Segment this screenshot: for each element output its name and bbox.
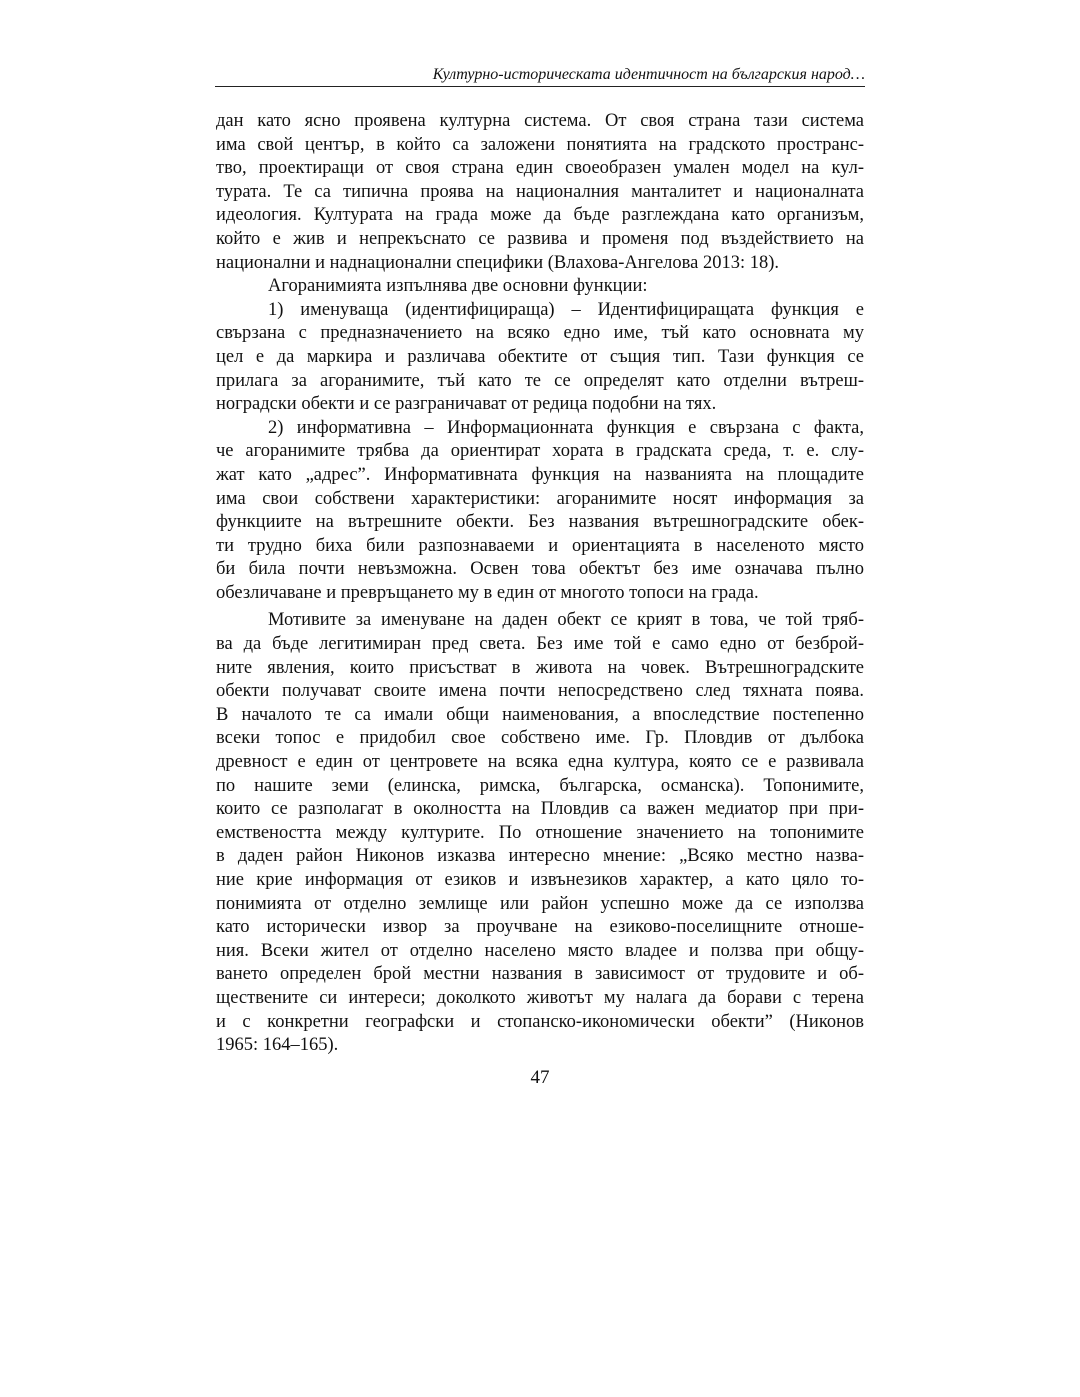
text-line: ти трудно биха били разпознаваеми и ориентацията в населеното място xyxy=(216,535,864,556)
text-line: ния. Всеки жител от отделно населено място владее и ползва при общу- xyxy=(216,940,864,961)
page-number: 47 xyxy=(530,1067,550,1088)
text-line: ноградски обекти и се разграничават от редица подобни на тях. xyxy=(216,394,717,415)
text-line: ва да бъде легитимиран пред света. Без име той е само едно от безброй- xyxy=(216,634,864,655)
header-rule xyxy=(215,86,865,87)
text-line: Агоранимията изпълнява две основни функции: xyxy=(268,276,648,297)
text-line: Мотивите за именуване на даден обект се крият в това, че той тряб- xyxy=(268,610,864,631)
text-line: ните явления, които присъстват в живота на човек. Вътрешноградските xyxy=(216,657,864,678)
text-line: всеки топос е придобил свое собствено име. Гр. Пловдив от дълбока xyxy=(216,728,864,749)
paragraph xyxy=(216,299,864,417)
text-line: функциите на вътрешните обекти. Без названия вътрешноградските обек- xyxy=(216,512,864,533)
text-line: би била почти невъзможна. Освен това обектът без име означава пълно xyxy=(216,559,864,580)
text-line: в даден район Никонов изказва интересно мнение: „Всяко местно назва- xyxy=(216,846,864,867)
text-line: емствеността между културите. По отношение значението на топонимите xyxy=(216,822,864,843)
text-line: обезличаване и превръщането му в един от многото топоси на града. xyxy=(216,582,759,603)
text-line: ването определен брой местни названия в зависимост от трудовите и об- xyxy=(216,964,864,985)
paragraph xyxy=(216,417,864,606)
text-line: които се разполагат в околността на Пловдив са важен медиатор при при- xyxy=(216,799,864,820)
text-line: жат като „адрес”. Информативната функция на названията на площадите xyxy=(216,464,864,485)
paragraph xyxy=(216,609,864,1057)
text-line: древност е един от центровете на всяка една култура, която се е развивала xyxy=(216,752,864,773)
text-line: 1965: 164–165). xyxy=(216,1035,339,1056)
text-line: национални и наднационални специфики (Влахова-Ангелова 2013: 18). xyxy=(216,252,780,273)
text-line: понимията от отделно землище или район успешно може да се използва xyxy=(216,893,864,914)
text-line: 1) именуваща (идентифицираща) – Идентифициращата функция е xyxy=(268,299,864,320)
text-line: по нашите земи (елинска, римска, българска, османска). Топонимите, xyxy=(216,775,864,796)
paragraph xyxy=(216,110,864,275)
text-line: цел е да маркира и различава обектите от същия тип. Тази функция се xyxy=(216,346,864,367)
text-line: 2) информативна – Информационната функция е свързана с факта, xyxy=(268,417,864,438)
text-line: и с конкретни географски и стопанско-икономически обекти” (Никонов xyxy=(216,1011,864,1032)
text-line: свързана с предназначението на всяко едно име, тъй като основната му xyxy=(216,323,864,344)
text-line: В началото те са имали общи наименования, а впоследствие постепенно xyxy=(216,704,864,725)
text-line: ществените си интереси; доколкото животът му налага да борави с терена xyxy=(216,987,864,1008)
text-line: турата. Те са типична проява на националния манталитет и националната xyxy=(216,181,864,202)
text-line: прилага за агоранимите, тъй като те се определят като отделни вътреш- xyxy=(216,370,864,391)
text-line: има свои собствени характеристики: агоранимите носят информация за xyxy=(216,488,864,509)
running-header: Културно-историческата идентичност на българския народ… xyxy=(432,66,865,83)
text-line: който е жив и непрекъснато се развива и променя под въздействието на xyxy=(216,228,864,249)
paragraph xyxy=(216,275,864,299)
text-line: като исторически извор за проучване на езиково-поселищните отноше- xyxy=(216,917,864,938)
text-line: ние крие информация от езиков и извънезиков характер, а като цяло то- xyxy=(216,870,864,890)
text-line: обекти получават своите имена почти непосредствено след тяхната поява. xyxy=(216,681,864,702)
text-line: тво, проектиращи от своя страна един своеобразен умален модел на кул- xyxy=(216,158,864,179)
text-line: че агоранимите трябва да ориентират хората в градската среда, т. е. слу- xyxy=(216,441,864,462)
body-text xyxy=(216,110,864,1058)
text-line: има свой център, в който са заложени понятията на градското пространс- xyxy=(216,134,864,155)
text-line: идеология. Културата на града може да бъде разглеждана като организъм, xyxy=(216,205,864,226)
text-line: дан като ясно проявена културна система. От своя страна тази система xyxy=(216,111,864,131)
